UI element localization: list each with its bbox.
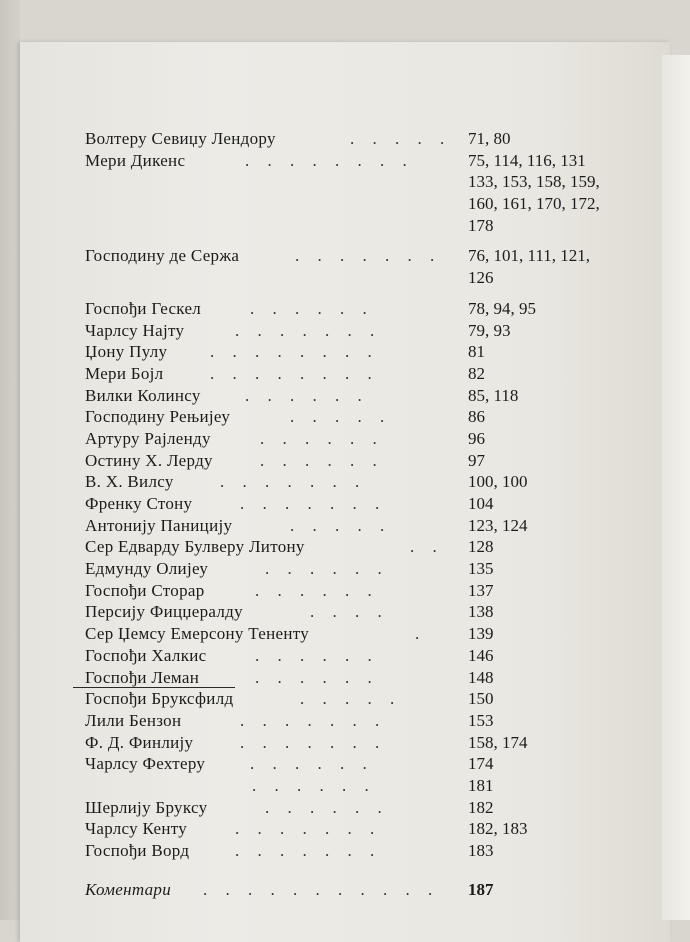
entry-pages: 183	[468, 841, 494, 860]
table-row	[85, 797, 665, 819]
leader-dots: . . . . . .	[255, 580, 379, 600]
table-row	[85, 171, 665, 193]
leader-dots: . . . . . . .	[235, 320, 382, 340]
entry-name: Госпођи Сторар	[85, 580, 205, 600]
leader-dots: . . . . . . . .	[210, 342, 379, 362]
leader-dots: . . . . . . .	[220, 472, 367, 492]
entry-name: Чарлсу Кенту	[85, 819, 188, 839]
entry-pages: 85, 118	[468, 385, 519, 405]
entry-pages: 178	[468, 215, 494, 235]
table-row	[85, 601, 665, 623]
entry-pages: 81	[468, 342, 485, 362]
entry-pages: 123, 124	[468, 515, 528, 535]
table-row	[85, 775, 665, 797]
leader-dots: . . . . . . . .	[245, 150, 414, 170]
entry-pages: 126	[468, 268, 494, 288]
table-row	[85, 558, 665, 580]
leader-dots: . . . . . .	[255, 645, 379, 665]
table-row	[85, 623, 665, 645]
entry-pages: 146	[468, 645, 494, 665]
entry-name: Госпођи Леман	[85, 667, 200, 687]
table-row	[85, 732, 665, 754]
table-row	[85, 428, 665, 450]
leader-dots: . . . .	[310, 602, 389, 622]
leader-dots: . . . . . .	[265, 797, 389, 817]
entry-pages: 100, 100	[468, 472, 528, 492]
entry-pages: 137	[468, 580, 494, 600]
entry-pages: 187	[468, 879, 494, 899]
entry-name: Господину Рењијеу	[85, 407, 231, 427]
table-row	[85, 215, 665, 237]
table-row	[85, 667, 665, 689]
entry-pages: 97	[468, 450, 485, 470]
entry-pages: 128	[468, 537, 494, 557]
entry-name: Сер Едварду Булверу Литону	[85, 537, 305, 557]
leader-dots: . . . . . .	[260, 428, 384, 448]
leader-dots: . . . . . .	[255, 667, 379, 687]
table-row	[85, 245, 665, 267]
table-row	[85, 450, 665, 472]
table-row	[85, 385, 665, 407]
table-row	[85, 320, 665, 342]
entry-pages: 182	[468, 797, 494, 817]
comments-entry	[85, 879, 665, 901]
table-row	[85, 298, 665, 320]
entry-name: Госпођи Бруксфилд	[85, 689, 234, 709]
entry-pages: 104	[468, 494, 494, 513]
leader-dots: . . . . . . .	[235, 819, 382, 839]
table-row	[85, 363, 665, 385]
entry-pages: 148	[468, 667, 494, 687]
leader-dots: . . . . .	[350, 129, 452, 148]
entry-pages: 138	[468, 602, 494, 622]
table-row	[85, 580, 665, 602]
entry-pages: 96	[468, 428, 485, 448]
entry-name: Шерлију Бруксу	[85, 797, 208, 817]
table-row	[85, 840, 665, 862]
entry-name: Госпођи Ворд	[85, 841, 190, 860]
entry-name: Волтеру Севиџу Лендору	[85, 129, 276, 148]
leader-dots: . . . . . . . .	[210, 363, 379, 383]
leader-dots: . .	[410, 537, 444, 557]
table-row	[85, 128, 665, 150]
entry-name: Френку Стону	[85, 494, 193, 513]
entry-pages: 158, 174	[468, 732, 528, 752]
table-row	[85, 341, 665, 363]
table-row	[85, 406, 665, 428]
entry-pages: 79, 93	[468, 320, 511, 340]
leader-dots: . . . . . .	[250, 754, 374, 774]
table-row	[85, 645, 665, 667]
entry-name: Вилки Колинсу	[85, 385, 201, 405]
table-row	[85, 536, 665, 558]
facing-page-edge	[662, 55, 690, 920]
leader-dots: . . . . .	[300, 689, 402, 709]
table-row	[85, 193, 665, 215]
entry-pages: 150	[468, 689, 494, 709]
entry-pages: 76, 101, 111, 121,	[468, 246, 590, 266]
entry-name: Мери Бојл	[85, 363, 164, 383]
entry-pages: 181	[468, 775, 494, 795]
leader-dots: . . . . . . .	[240, 710, 387, 730]
entry-name: Сер Џемсу Емерсону Тененту	[85, 624, 310, 644]
contents-list	[85, 128, 665, 900]
leader-dots: . . . . . . .	[295, 246, 442, 266]
entry-pages: 78, 94, 95	[468, 298, 536, 318]
entry-name: Мери Дикенс	[85, 150, 186, 170]
entry-name: Ф. Д. Финлију	[85, 732, 194, 752]
leader-dots: . . . . . .	[252, 775, 376, 795]
entry-name: Госпођи Гескел	[85, 298, 202, 318]
table-row	[85, 818, 665, 840]
leader-dots: . . . . .	[290, 515, 392, 535]
leader-dots: . . . . . .	[260, 450, 384, 470]
entry-name: Господину де Сержа	[85, 246, 240, 266]
table-row	[85, 710, 665, 732]
entry-name: Едмунду Олијеу	[85, 559, 209, 579]
entry-pages: 153	[468, 710, 494, 730]
leader-dots: . . . . .	[290, 407, 392, 427]
leader-dots: . . . . . . .	[240, 494, 387, 513]
entry-pages: 135	[468, 559, 494, 579]
table-row	[85, 150, 665, 172]
book-spine-shadow	[0, 0, 20, 920]
leader-dots: . . . . . . . . . . .	[203, 879, 440, 899]
entry-pages: 174	[468, 754, 494, 774]
entry-name: В. Х. Вилсу	[85, 472, 174, 492]
leader-dots: .	[415, 624, 427, 644]
entry-name: Госпођи Халкис	[85, 645, 207, 665]
entry-name: Коментари	[85, 879, 172, 899]
entry-pages: 160, 161, 170, 172,	[468, 194, 600, 214]
entry-name: Џону Пулу	[85, 342, 168, 362]
entry-pages: 133, 153, 158, 159,	[468, 172, 600, 192]
entry-pages: 139	[468, 624, 494, 644]
leader-dots: . . . . . . .	[235, 841, 382, 860]
entry-pages: 182, 183	[468, 819, 528, 839]
table-row	[85, 493, 665, 515]
table-row	[85, 515, 665, 537]
entry-name: Персију Фицџералду	[85, 602, 243, 622]
entry-name: Антонију Паницију	[85, 515, 233, 535]
entry-name: Лили Бензон	[85, 710, 182, 730]
entry-name: Артуру Рајленду	[85, 428, 211, 448]
leader-dots: . . . . . . .	[240, 732, 387, 752]
entry-name: Чарлсу Најту	[85, 320, 185, 340]
entry-pages: 75, 114, 116, 131	[468, 150, 586, 170]
table-row	[85, 471, 665, 493]
table-row	[85, 688, 665, 710]
table-row	[85, 753, 665, 775]
entry-name: Чарлсу Фехтеру	[85, 754, 206, 774]
table-row	[85, 267, 665, 289]
entry-pages: 82	[468, 363, 485, 383]
entry-name: Остину Х. Лерду	[85, 450, 213, 470]
leader-dots: . . . . . .	[250, 298, 374, 318]
leader-dots: . . . . . .	[245, 385, 369, 405]
leader-dots: . . . . . .	[265, 559, 389, 579]
entry-pages: 86	[468, 407, 485, 427]
entry-pages: 71, 80	[468, 129, 511, 148]
